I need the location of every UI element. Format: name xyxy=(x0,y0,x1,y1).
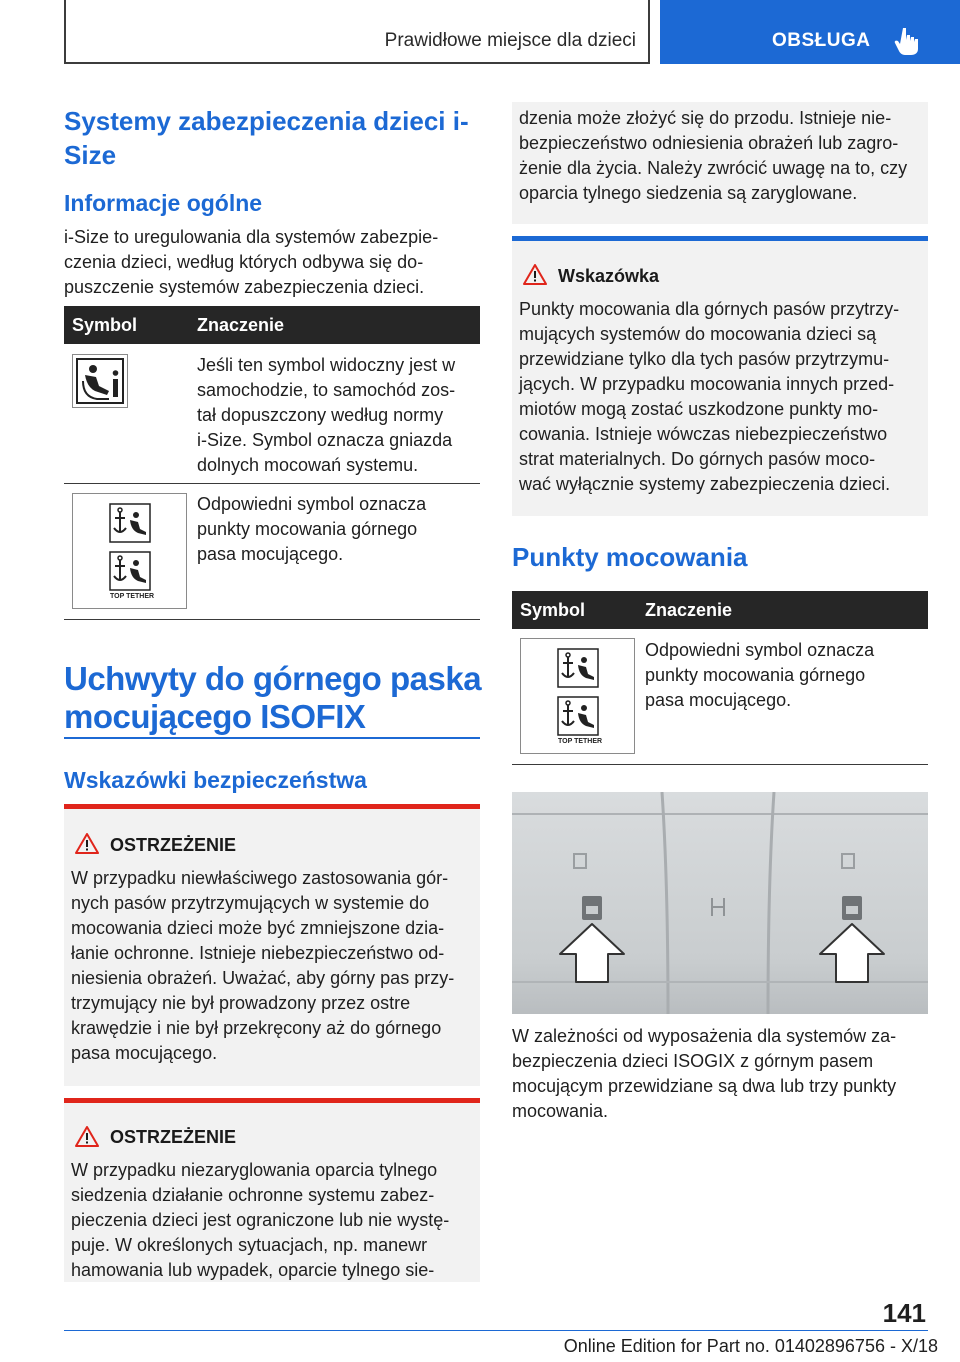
isize-symbol xyxy=(72,354,128,408)
page-number: 141 xyxy=(882,1298,926,1328)
warning-triangle-icon xyxy=(75,1125,99,1147)
anchorage-heading: Punkty mocowania xyxy=(512,542,748,572)
anchor-points-photo xyxy=(512,792,928,1014)
note-bar xyxy=(512,236,928,241)
warning-box-2 xyxy=(64,1098,480,1282)
footer-rule xyxy=(64,1330,928,1331)
warning-bar xyxy=(64,1098,480,1103)
warning-text: W przypadku niewłaściwego zastosowania gór- nych pasów przytrzymujących w systemie do mocowania dzieci może być zmniejszone dzia- łanie ochronne. Istnieje niebezpieczeństwo od- niesienia obrażeń. Uważać, aby górny pas przy- trzymujący nie był prowadzony przez ostre krawędzie i nie był przekręcony aż do górnego pasa mocującego. xyxy=(71,868,455,1063)
col-symbol: Symbol xyxy=(72,315,138,335)
table-bottom-rule xyxy=(64,619,480,620)
isize-meaning: Jeśli ten symbol widoczny jest w samochodzie, to samochód zos- tał dopuszczony według normy i-Size. Symbol oznacza gniazda dolnych mocowań systemu. xyxy=(197,355,456,475)
table-header xyxy=(64,306,480,344)
top-tether-symbol xyxy=(520,638,635,754)
photo-caption: W zależności od wyposażenia dla systemów za- bezpieczenia dzieci ISOGIX z górnym pasem mocującym przewidziane są dwa lub trzy punkty mocowania. xyxy=(512,1026,897,1121)
col-symbol: Symbol xyxy=(520,600,586,620)
note-text: Punkty mocowania dla górnych pasów przytrzy- mujących systemów do mocowania dzieci są przewidziane tylko dla tych pasów przytrzymu- jących. W przypadku mocowania innych przed- miotów mogą zostać uszkodzone punkty mo- cowania. Istnieje wówczas niebezpieczeństwo strat materialnych. Do górnych pasów moco- wać wyłącznie systemy zabezpieczenia dzieci. xyxy=(519,299,900,494)
table-header xyxy=(512,591,928,629)
warning-box-1 xyxy=(64,804,480,1086)
warning-box-2-continued xyxy=(512,102,928,224)
hand-pointer-icon xyxy=(894,26,920,56)
top-tether-label: TOP TETHER xyxy=(558,738,603,745)
top-tether-anchor-icon xyxy=(521,639,634,753)
section-heading-isofix: Uchwyty do górnego paska mocującego ISOFIX xyxy=(64,660,482,735)
chapter-tab-label: OBSŁUGA xyxy=(772,30,871,51)
warning-triangle-icon xyxy=(75,832,99,854)
warning-bar xyxy=(64,804,480,809)
section-title: Prawidłowe miejsce dla dzieci xyxy=(384,30,636,51)
top-tether-symbol xyxy=(72,493,187,609)
note-box xyxy=(512,236,928,516)
intro-paragraph: i-Size to uregulowania dla systemów zabezpie- czenia dzieci, według których odbywa się do- puszczenie systemów zabezpieczenia dzieci. xyxy=(64,227,439,297)
warning-triangle-icon xyxy=(523,263,547,285)
safety-heading: Wskazówki bezpieczeństwa xyxy=(64,767,367,793)
heading-underline xyxy=(64,737,480,739)
header-frame xyxy=(64,0,650,64)
table-bottom-rule xyxy=(512,764,928,765)
warning-title: OSTRZEŻENIE xyxy=(110,835,237,855)
col-meaning: Znaczenie xyxy=(197,315,285,335)
top-tether-meaning: Odpowiedni symbol oznacza punkty mocowania górnego pasa mocującego. xyxy=(645,640,875,710)
top-tether-meaning: Odpowiedni symbol oznacza punkty mocowania górnego pasa mocującego. xyxy=(197,494,427,564)
seat-back-illustration xyxy=(512,792,928,1014)
note-title: Wskazówka xyxy=(558,266,660,286)
table-row-divider xyxy=(64,483,480,484)
top-tether-label: TOP TETHER xyxy=(110,593,155,600)
edition-footer: Online Edition for Part no. 01402896756 - X/18 xyxy=(563,1336,938,1356)
warning-text-continued: dzenia może złożyć się do przodu. Istnieje nie- bezpieczeństwo odniesienia obrażeń lub zagro- żenie dla życia. Należy zwrócić uwagę na to, czy oparcia tylnego siedzenia są zaryglowane. xyxy=(519,108,908,203)
main-heading: Systemy zabezpieczenia dzieci i- Size xyxy=(64,106,469,170)
isize-seat-icon xyxy=(73,355,127,407)
warning-text: W przypadku niezaryglowania oparcia tylnego siedzenia działanie ochronne systemu zabez- pieczenia dzieci jest ograniczone lub nie wystę- puje. W określonych sytuacjach, np. manewr hamowania lub wypadek, oparcie tylnego sie- xyxy=(71,1160,450,1280)
subheading-general: Informacje ogólne xyxy=(64,190,263,216)
warning-title: OSTRZEŻENIE xyxy=(110,1127,237,1147)
top-tether-anchor-icon xyxy=(73,494,186,608)
col-meaning: Znaczenie xyxy=(645,600,733,620)
chapter-tab[interactable] xyxy=(660,0,960,64)
